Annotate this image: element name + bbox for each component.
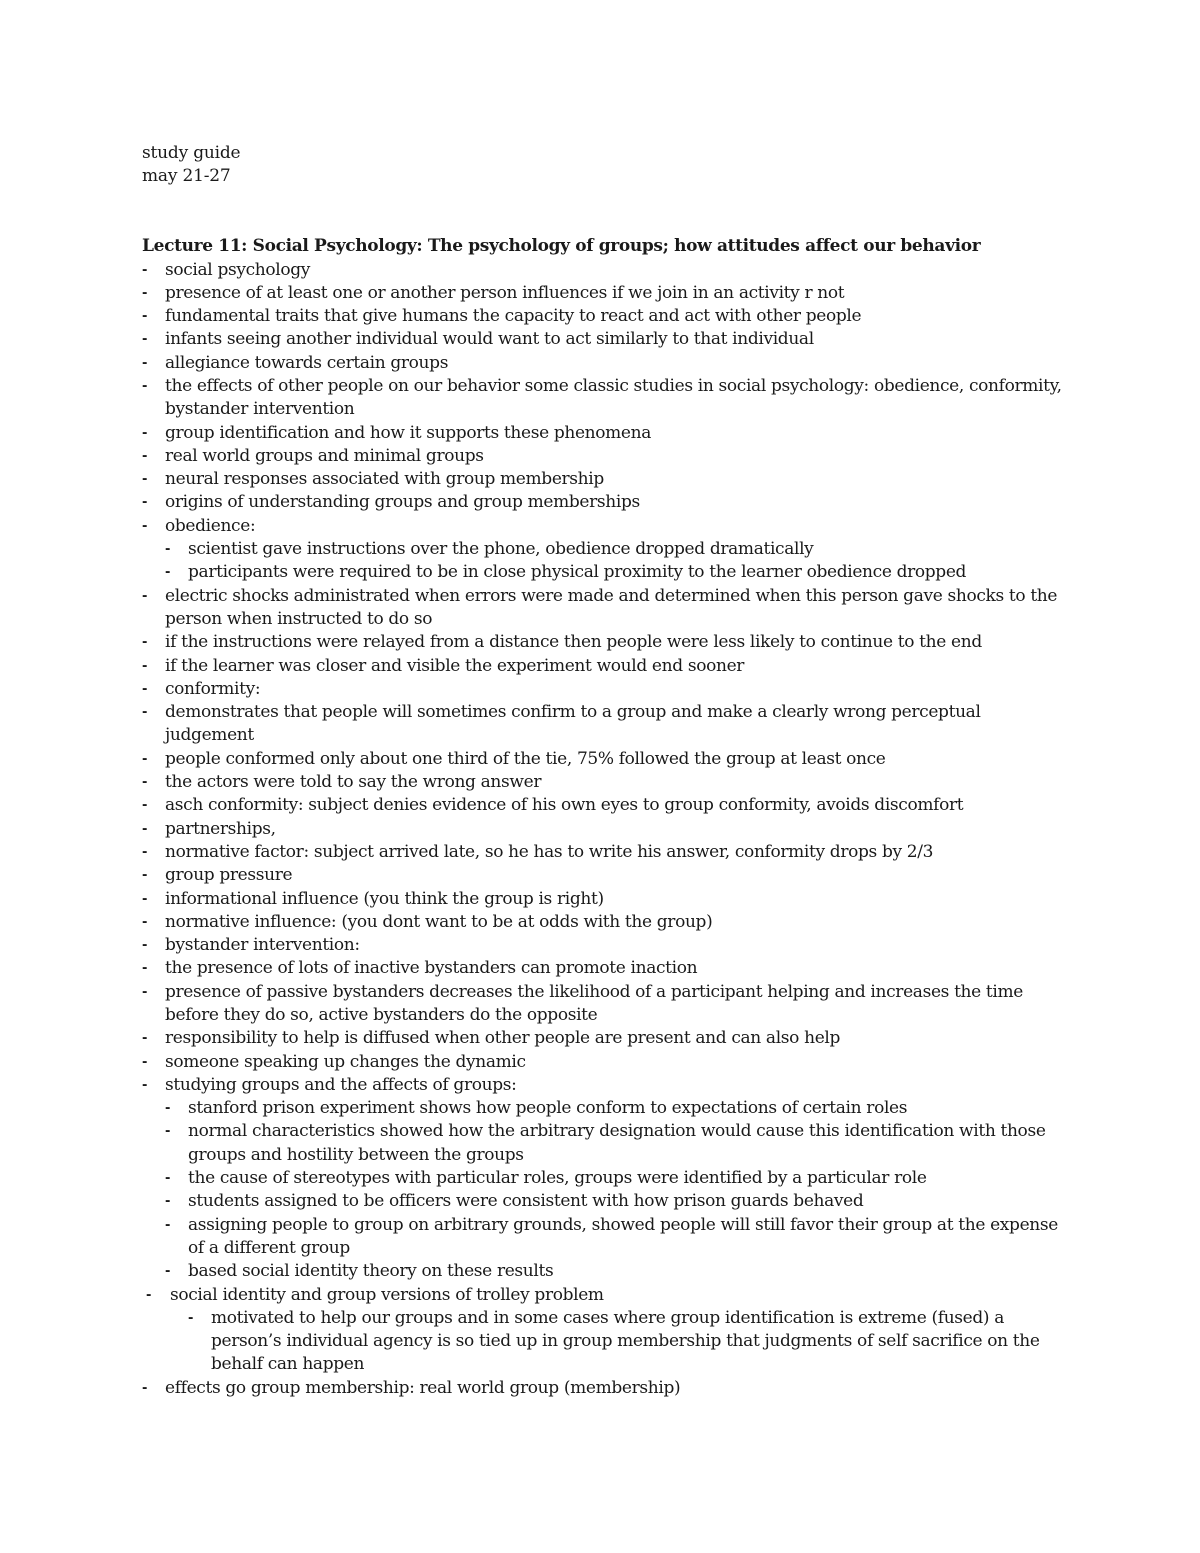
bullet-dash-icon: -	[165, 1217, 171, 1233]
list-item-text: responsibility to help is diffused when other people are present and can also help	[165, 1028, 841, 1049]
list-item	[165, 1190, 1062, 1213]
list-item-text: the effects of other people on our behavior some classic studies in social psychology: obedience, conformity, bystander intervention	[165, 375, 1062, 420]
list-item	[165, 1167, 1062, 1190]
list-item-text: informational influence (you think the group is right)	[165, 888, 604, 909]
bullet-dash-icon: -	[165, 1194, 171, 1210]
list-item	[142, 1284, 1062, 1307]
list-item	[142, 1377, 1062, 1400]
bullet-dash-icon: -	[142, 518, 148, 534]
bullet-dash-icon: -	[142, 844, 148, 860]
list-item	[142, 701, 1062, 748]
bullet-dash-icon: -	[165, 1171, 171, 1187]
list-item	[142, 748, 1062, 771]
list-item	[142, 818, 1062, 841]
lecture-heading: Lecture 11: Social Psychology: The psychology of groups; how attitudes affect our behavior	[142, 236, 981, 256]
list-item	[142, 981, 1062, 1028]
bullet-dash-icon: -	[142, 821, 148, 837]
list-item	[142, 864, 1062, 887]
list-item-text: assigning people to group on arbitrary grounds, showed people will still favor their group at the expense of a different group	[188, 1214, 1058, 1258]
list-item-text: motivated to help our groups and in some cases where group identification is extreme (fused) a person’s individual agency is so tied up in group membership that judgments of self sacrifice on the behalf can happen	[211, 1307, 1040, 1375]
bullet-dash-icon: -	[142, 472, 148, 488]
bullet-dash-icon: -	[142, 448, 148, 464]
bullet-dash-icon: -	[142, 635, 148, 651]
list-item-text: people conformed only about one third of the tie, 75% followed the group at least once	[165, 748, 886, 769]
list-item	[142, 445, 1062, 468]
list-item	[142, 491, 1062, 514]
list-item-text: allegiance towards certain groups	[165, 352, 449, 373]
list-item	[142, 934, 1062, 957]
list-item-text: real world groups and minimal groups	[165, 445, 484, 466]
bullet-dash-icon: -	[142, 938, 148, 954]
bullet-dash-icon: -	[142, 775, 148, 791]
list-item-text: group pressure	[165, 865, 293, 886]
list-item	[142, 957, 1062, 980]
bullet-dash-icon: -	[142, 355, 148, 371]
list-item	[142, 1027, 1062, 1050]
bullet-dash-icon: -	[142, 961, 148, 977]
bullet-dash-icon: -	[142, 658, 148, 674]
list-item	[165, 538, 1062, 561]
list-item	[142, 328, 1062, 351]
list-item-text: social psychology	[165, 259, 311, 280]
list-item	[142, 841, 1062, 864]
list-item-text: fundamental traits that give humans the capacity to react and act with other people	[165, 306, 862, 327]
list-item-text: social identity and group versions of trolley problem	[170, 1284, 604, 1305]
list-item	[142, 282, 1062, 305]
bullet-dash-icon: -	[142, 868, 148, 884]
list-item-text: presence of passive bystanders decreases the likelihood of a participant helping and increases the time before they do so, active bystanders do the opposite	[165, 981, 1023, 1025]
bullet-dash-icon: -	[142, 378, 148, 394]
list-item	[142, 1074, 1062, 1097]
list-item-text: stanford prison experiment shows how people conform to expectations of certain roles	[188, 1098, 908, 1119]
list-item-text: normal characteristics showed how the arbitrary designation would cause this identification with those groups and hostility between the groups	[188, 1121, 1046, 1165]
bullet-dash-icon: -	[142, 285, 148, 301]
bullet-dash-icon: -	[142, 705, 148, 721]
bullet-dash-icon: -	[142, 1077, 148, 1093]
list-item-text: someone speaking up changes the dynamic	[165, 1051, 526, 1072]
bullet-dash-icon: -	[142, 332, 148, 348]
list-item	[142, 655, 1062, 678]
list-item-text: obedience:	[165, 515, 256, 536]
header-date: may 21-27	[142, 166, 231, 187]
list-item	[142, 771, 1062, 794]
list-item-text: students assigned to be officers were consistent with how prison guards behaved	[188, 1191, 864, 1212]
bullet-dash-icon: -	[142, 681, 148, 697]
list-item	[142, 911, 1062, 934]
list-item-text: group identification and how it supports these phenomena	[165, 422, 652, 443]
list-item-text: the actors were told to say the wrong answer	[165, 772, 542, 793]
list-item	[165, 1214, 1062, 1261]
bullet-dash-icon: -	[165, 565, 171, 581]
list-item-text: normative factor: subject arrived late, so he has to write his answer, conformity drops by 2/3	[165, 841, 934, 862]
bullet-dash-icon: -	[142, 1054, 148, 1070]
bullet-dash-icon: -	[142, 1031, 148, 1047]
list-item-text: if the instructions were relayed from a distance then people were less likely to continue to the end	[165, 632, 982, 653]
list-item	[142, 422, 1062, 445]
notes-list	[142, 259, 1062, 1401]
list-item-text: if the learner was closer and visible the experiment would end sooner	[165, 655, 745, 676]
list-item-text: bystander intervention:	[165, 935, 360, 956]
list-item-text: based social identity theory on these results	[188, 1261, 554, 1282]
list-item-text: the presence of lots of inactive bystanders can promote inaction	[165, 958, 698, 979]
list-item-text: neural responses associated with group membership	[165, 469, 604, 490]
list-item	[142, 794, 1062, 817]
list-item-text: scientist gave instructions over the phone, obedience dropped dramatically	[188, 539, 814, 560]
bullet-dash-icon: -	[142, 309, 148, 325]
list-item-text: origins of understanding groups and group memberships	[165, 492, 640, 513]
list-item	[165, 1260, 1062, 1283]
document-header	[142, 142, 240, 189]
list-item	[142, 468, 1062, 491]
bullet-dash-icon: -	[165, 542, 171, 558]
bullet-dash-icon: -	[142, 798, 148, 814]
list-item	[142, 375, 1062, 422]
list-item-text: electric shocks administrated when errors were made and determined when this person gave shocks to the person when instructed to do so	[165, 585, 1058, 629]
list-item-text: participants were required to be in close physical proximity to the learner obedience dropped	[188, 562, 967, 583]
list-item-text: demonstrates that people will sometimes confirm to a group and make a clearly wrong perceptual judgement	[165, 702, 981, 746]
list-item-text: presence of at least one or another person influences if we join in an activity r not	[165, 282, 845, 303]
list-item	[142, 678, 1062, 701]
list-item	[142, 1051, 1062, 1074]
list-item-text: normative influence: (you dont want to be at odds with the group)	[165, 911, 713, 932]
bullet-dash-icon: -	[142, 1380, 148, 1396]
bullet-dash-icon: -	[146, 1287, 152, 1303]
list-item	[142, 515, 1062, 538]
bullet-dash-icon: -	[142, 425, 148, 441]
list-item	[142, 888, 1062, 911]
bullet-dash-icon: -	[142, 891, 148, 907]
list-item-text: asch conformity: subject denies evidence of his own eyes to group conformity, avoids discomfort	[165, 795, 964, 816]
list-item-text: the cause of stereotypes with particular roles, groups were identified by a particular role	[188, 1168, 927, 1189]
bullet-dash-icon: -	[188, 1310, 194, 1326]
list-item	[142, 259, 1062, 282]
header-title: study guide	[142, 143, 241, 163]
list-item-text: conformity:	[165, 678, 261, 699]
bullet-dash-icon: -	[142, 495, 148, 511]
list-item-text: studying groups and the affects of groups:	[165, 1074, 517, 1095]
list-item-text: effects go group membership: real world group (membership)	[165, 1377, 681, 1398]
list-item-text: infants seeing another individual would want to act similarly to that individual	[165, 329, 814, 350]
list-item	[165, 561, 1062, 584]
list-item	[142, 585, 1062, 632]
list-item	[165, 1097, 1062, 1120]
list-item	[142, 631, 1062, 654]
bullet-dash-icon: -	[142, 984, 148, 1000]
bullet-dash-icon: -	[142, 914, 148, 930]
list-item-text: partnerships,	[165, 818, 276, 839]
list-item	[142, 305, 1062, 328]
list-item	[142, 352, 1062, 375]
bullet-dash-icon: -	[165, 1264, 171, 1280]
bullet-dash-icon: -	[142, 588, 148, 604]
list-item	[188, 1307, 1062, 1377]
list-item	[165, 1120, 1062, 1167]
bullet-dash-icon: -	[142, 262, 148, 278]
bullet-dash-icon: -	[165, 1101, 171, 1117]
bullet-dash-icon: -	[165, 1124, 171, 1140]
bullet-dash-icon: -	[142, 751, 148, 767]
